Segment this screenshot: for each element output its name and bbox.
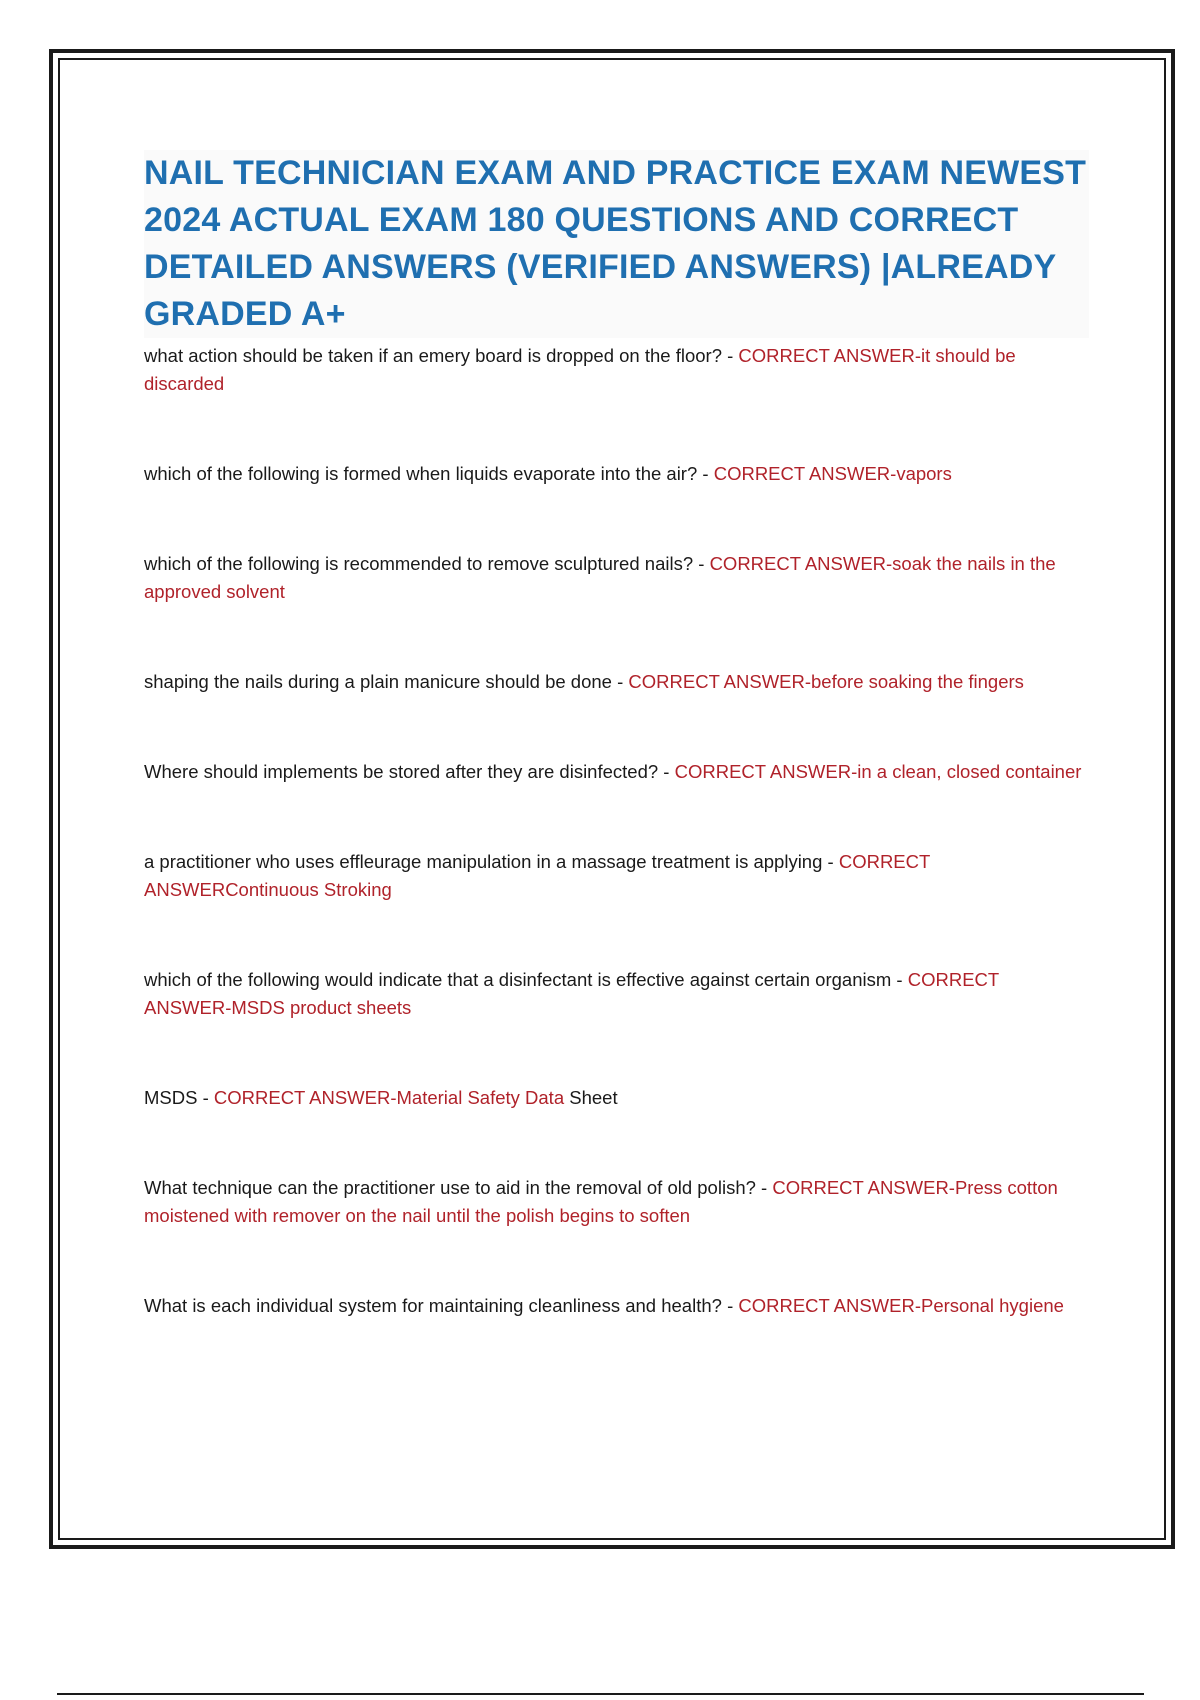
- answer-text: CORRECT ANSWER-Personal hygiene: [738, 1295, 1064, 1316]
- question-text: which of the following is formed when liquids evaporate into the air? -: [144, 463, 714, 484]
- qa-item: [144, 758, 1089, 786]
- question-text: a practitioner who uses effleurage manipulation in a massage treatment is applying -: [144, 851, 839, 872]
- qa-item: [144, 1174, 1089, 1230]
- question-text: shaping the nails during a plain manicure should be done -: [144, 671, 629, 692]
- answer-text: CORRECT ANSWER-it should be discarded: [144, 345, 1016, 394]
- question-text: Where should implements be stored after they are disinfected? -: [144, 761, 675, 782]
- answer-text: CORRECT ANSWER-in a clean, closed container: [674, 761, 1082, 782]
- answer-text: CORRECT ANSWER-MSDS product sheets: [144, 969, 999, 1018]
- page-bottom-rule: [57, 1693, 1144, 1695]
- qa-item: [144, 668, 1089, 696]
- question-text: What technique can the practitioner use to aid in the removal of old polish? -: [144, 1177, 773, 1198]
- question-text: what action should be taken if an emery board is dropped on the floor? -: [144, 345, 739, 366]
- qa-item: [144, 966, 1089, 1022]
- qa-item: [144, 342, 1089, 398]
- qa-item: [144, 1084, 1089, 1112]
- answer-trailing-text: Sheet: [564, 1087, 618, 1108]
- document-title: NAIL TECHNICIAN EXAM AND PRACTICE EXAM NEWEST 2024 ACTUAL EXAM 180 QUESTIONS AND CORRECT DETAILED ANSWERS (VERIFIED ANSWERS) |ALREADY GRADED A+: [144, 150, 1089, 338]
- answer-text: CORRECT ANSWER-before soaking the fingers: [628, 671, 1024, 692]
- question-text: which of the following is recommended to remove sculptured nails? -: [144, 553, 710, 574]
- answer-text: CORRECT ANSWER-vapors: [713, 463, 952, 484]
- answer-text: CORRECT ANSWER-Material Safety Data: [213, 1087, 565, 1108]
- qa-item: [144, 1292, 1089, 1320]
- qa-item: [144, 460, 1089, 488]
- answer-text: CORRECT ANSWERContinuous Stroking: [144, 851, 930, 900]
- answer-text: CORRECT ANSWER-Press cotton moistened with remover on the nail until the polish begins to soften: [144, 1177, 1058, 1226]
- answer-text: CORRECT ANSWER-soak the nails in the approved solvent: [144, 553, 1056, 602]
- question-text: which of the following would indicate that a disinfectant is effective against certain organism -: [144, 969, 908, 990]
- qa-list: [144, 342, 1089, 1320]
- document-content: [144, 150, 1089, 1320]
- question-text: MSDS -: [144, 1087, 214, 1108]
- qa-item: [144, 550, 1089, 606]
- qa-item: [144, 848, 1089, 904]
- question-text: What is each individual system for maintaining cleanliness and health? -: [144, 1295, 739, 1316]
